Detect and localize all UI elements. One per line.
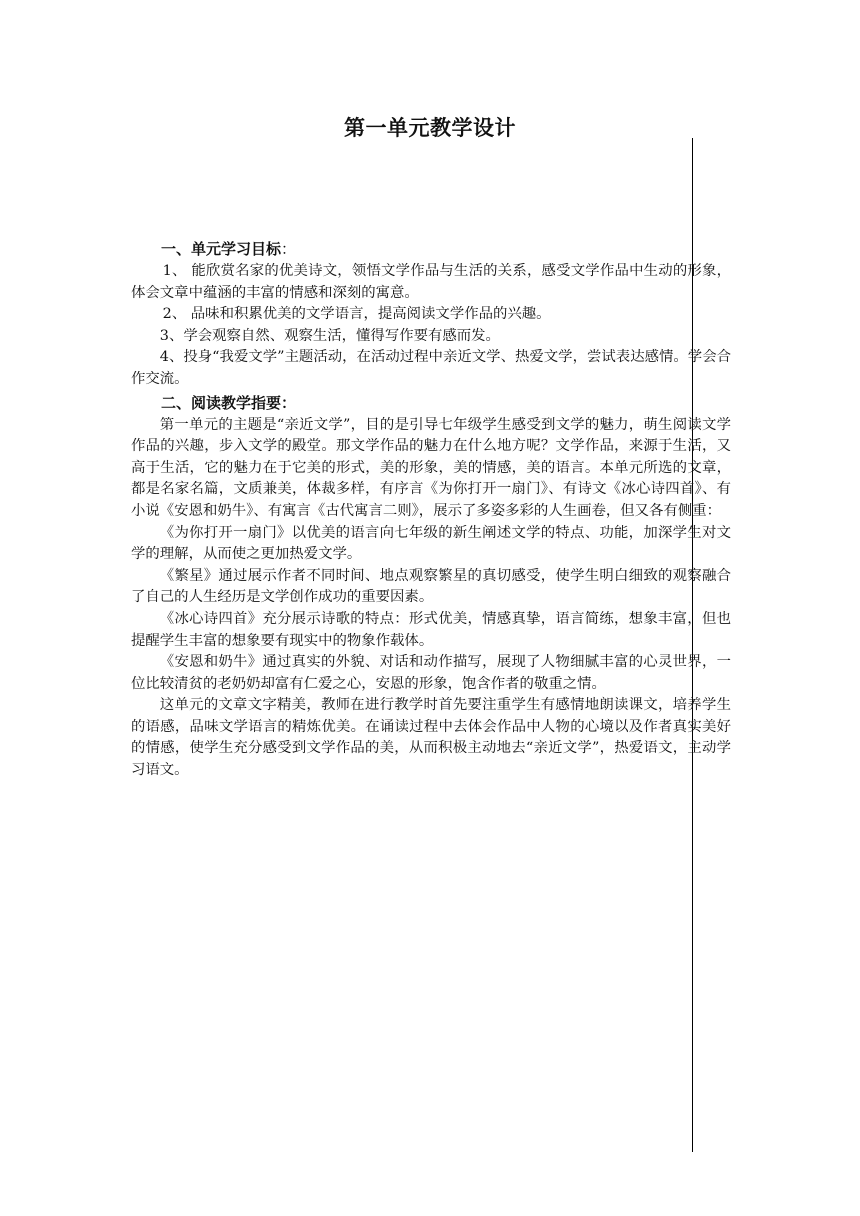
document-body [131, 237, 731, 782]
objective-item-4: 4、投身“我爱文学”主题活动，在活动过程中亲近文学、热爱文学，尝试表达感情。学会合作交流。 [131, 349, 731, 387]
guide-paragraph-6: 这单元的文章文字精美，教师在进行教学时首先要注重学生有感情地朗读课文，培养学生的语感，品味文学语言的精炼优美。在诵读过程中去体会作品中人物的心境以及作者真实美好的情感，使学生充分感受到文学作品的美，从而积极主动地去“亲近文学”，热爱语文，主动学习语文。 [131, 697, 731, 779]
guide-paragraph-3: 《繁星》通过展示作者不同时间、地点观察繁星的真切感受，使学生明白细致的观察融合了自己的人生经历是文学创作成功的重要因素。 [131, 567, 731, 606]
objective-item-1: 1、 能欣赏名家的优美诗文，领悟文学作品与生活的关系，感受文学作品中生动的形象，体会文章中蕴涵的丰富的情感和深刻的寓意。 [131, 263, 731, 301]
page-title: 第一单元教学设计 [344, 116, 516, 140]
guide-paragraph-4: 《冰心诗四首》充分展示诗歌的特点：形式优美，情感真挚，语言简练，想象丰富，但也提醒学生丰富的想象要有现实中的物象作载体。 [131, 610, 731, 649]
guide-paragraph-2: 《为你打开一扇门》以优美的语言向七年级的新生阐述文学的特点、功能，加深学生对文学的理解，从而使之更加热爱文学。 [131, 524, 731, 563]
section2-heading: 二、阅读教学指要： [161, 393, 297, 412]
objective-item-2: 2、 品味和积累优美的文学语言，提高阅读文学作品的兴趣。 [162, 306, 551, 323]
section1-heading [131, 237, 731, 261]
section1-heading-text: 一、单元学习目标 [161, 240, 282, 258]
section1-heading-colon: ： [281, 240, 297, 258]
objective-item-3: 3、学会观察自然、观察生活，懂得写作要有感而发。 [159, 327, 500, 344]
guide-paragraph-1: 第一单元的主题是“亲近文学”，目的是引导七年级学生感受到文学的魅力，萌生阅读文学作品的兴趣，步入文学的殿堂。那文学作品的魅力在什么地方呢？文学作品，来源于生活，又高于生活，它的魅力在于它美的形式，美的形象，美的情感，美的语言。本单元所选的文章，都是名家名篇，文质兼美，体裁多样，有序言《为你打开一扇门》、有诗文《冰心诗四首》、有小说《安恩和奶牛》、有寓言《古代寓言二则》，展示了多姿多彩的人生画卷，但又各有侧重： [131, 416, 731, 519]
guide-paragraph-5: 《安恩和奶牛》通过真实的外貌、对话和动作描写，展现了人物细腻丰富的心灵世界，一位比较清贫的老奶奶却富有仁爱之心，安恩的形象，饱含作者的敬重之情。 [131, 654, 731, 692]
